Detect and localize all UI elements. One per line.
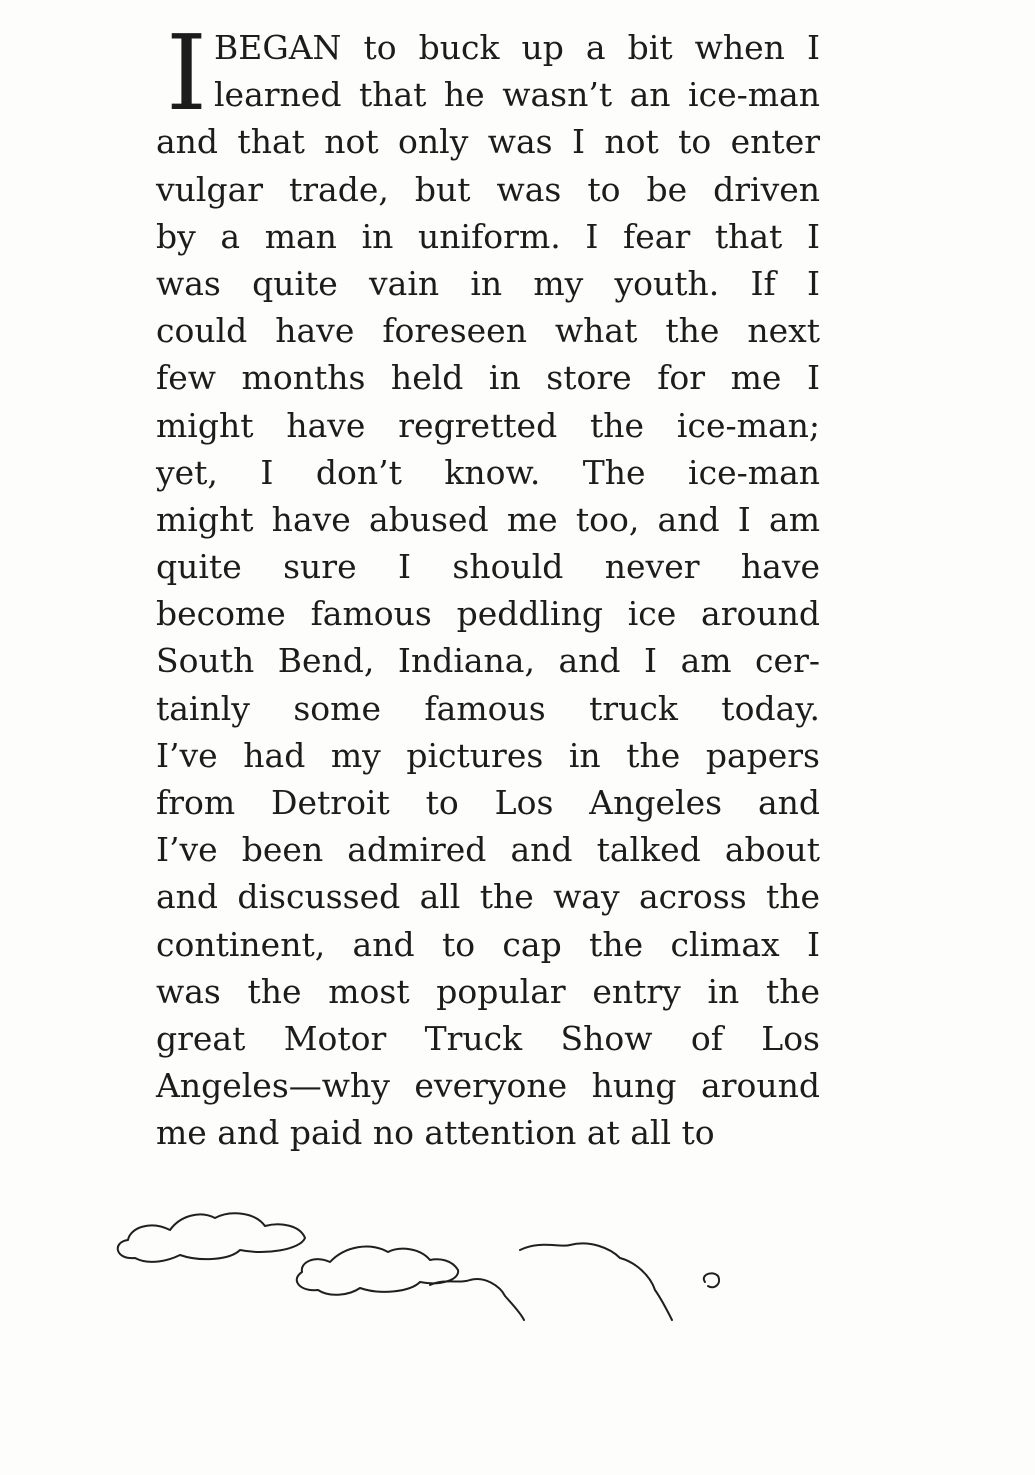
text-line-15: tainly some famous truck today. [156, 688, 820, 728]
text-line-12: quite sure I should never have [156, 547, 820, 587]
text-line-13: become famous peddling ice around [156, 594, 820, 634]
text-line-20: continent, and to cap the climax I [156, 924, 820, 964]
cloud-middle [297, 1247, 458, 1295]
text-line-10: yet, I don’t know. The ice-man [156, 452, 820, 492]
text-line-24: me and paid no attention at all to [156, 1113, 715, 1153]
text-line-7: could have foreseen what the next [156, 311, 820, 351]
cloud-left [118, 1213, 305, 1262]
text-line-17: from Detroit to Los Angeles and [156, 783, 820, 822]
smoke-right [704, 1273, 719, 1287]
text-line-21: was the most popular entry in the [156, 971, 820, 1011]
text-line-18: I’ve been admired and talked about [156, 830, 820, 870]
text-line-2: learned that he wasn’t an ice-man [214, 75, 820, 115]
city-skyline-illustration [0, 1200, 1035, 1475]
text-line-9: might have regretted the ice-man; [156, 405, 820, 445]
smoke-plume [520, 1243, 672, 1320]
text-line-23: Angeles—why everyone hung around [156, 1066, 820, 1106]
drop-cap: I [166, 12, 208, 134]
body-text [156, 12, 820, 1157]
text-line-6: was quite vain in my youth. If I [156, 263, 820, 303]
text-line-1: BEGAN to buck up a bit when I [214, 28, 820, 67]
text-line-22: great Motor Truck Show of Los [156, 1018, 820, 1058]
text-line-5: by a man in uniform. I fear that I [156, 216, 820, 256]
text-line-3: and that not only was I not to enter [156, 122, 820, 162]
text-line-11: might have abused me too, and I am [156, 499, 820, 539]
text-line-16: I’ve had my pictures in the papers [156, 735, 820, 775]
text-line-19: and discussed all the way across the [156, 877, 820, 917]
text-line-4: vulgar trade, but was to be driven [156, 169, 820, 209]
text-line-8: few months held in store for me I [156, 358, 820, 398]
text-line-14: South Bend, Indiana, and I am cer- [156, 641, 820, 681]
